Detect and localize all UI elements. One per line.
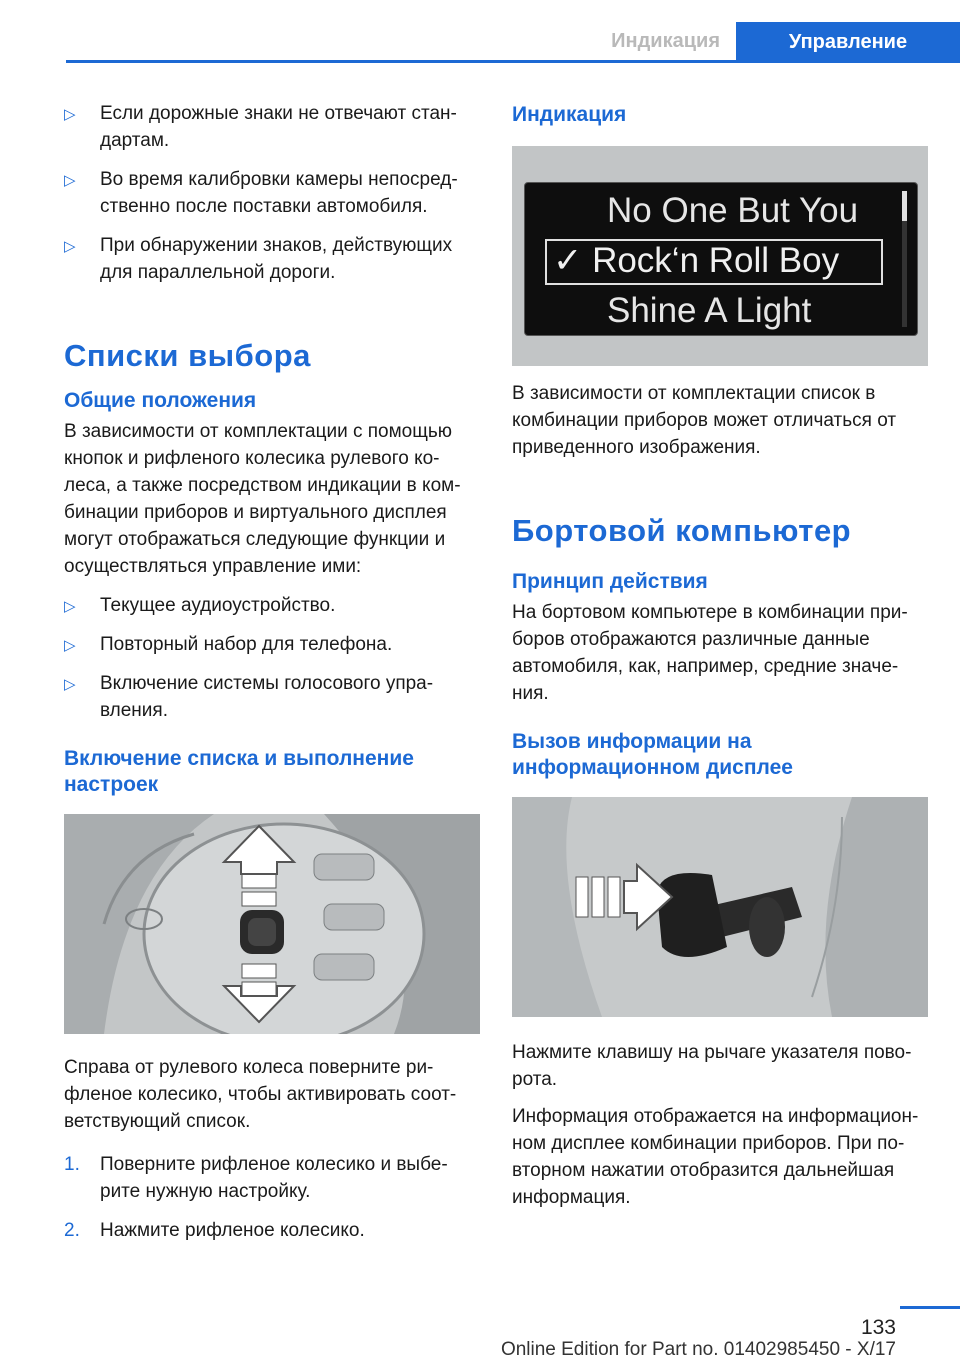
- header-chapter: Управление: [736, 22, 960, 63]
- turn-signal-figure: [512, 797, 928, 1017]
- display-figure: [512, 146, 928, 366]
- paragraph: На бортовом компьютере в комбинации при-боров отображаются различные данные автомобиля, как, например, средние значе-ния.: [512, 602, 908, 704]
- list-item-1: No One But You: [607, 191, 859, 230]
- display-screen: [524, 182, 918, 336]
- triangle-icon: ▷: [64, 676, 76, 693]
- section-title: Списки выбора: [64, 338, 311, 373]
- section-title: Бортовой компьютер: [512, 513, 852, 548]
- check-icon: ✓: [553, 241, 583, 280]
- scrollbar-thumb: [902, 191, 907, 221]
- selected-item: ✓ Rock‘n Roll Boy: [553, 241, 840, 280]
- page-number: 133: [860, 1316, 896, 1339]
- paragraph: Справа от рулевого колеса поверните ри-фленое колесико, чтобы активировать соот-ветствующий список.: [64, 1057, 457, 1132]
- subsection-title: Принцип действия: [512, 570, 708, 593]
- subsection-title: Индикация: [512, 103, 627, 126]
- list-item: ▷ Повторный набор для телефона.: [64, 631, 484, 658]
- steering-wheel-figure: [64, 814, 480, 1034]
- list-item-3: Shine A Light: [607, 291, 812, 330]
- triangle-icon: ▷: [64, 172, 76, 189]
- list-item: ▷ Текущее аудиоустройство.: [64, 592, 484, 619]
- list-item: ▷ Включение системы голосового упра-вления.: [64, 673, 434, 721]
- left-column: [64, 100, 484, 1256]
- triangle-icon: ▷: [64, 106, 76, 123]
- bullet-list: [64, 100, 484, 286]
- list-item: 1. Поверните рифленое колесико и выбе-рите нужную настройку.: [64, 1154, 448, 1202]
- paragraph: Информация отображается на информацион-ном дисплее комбинации приборов. При по-вторном нажатии отобразится дальнейшая информация.: [512, 1106, 919, 1208]
- list-item: ▷ Если дорожные знаки не отвечают стан-дартам.: [64, 103, 457, 151]
- turn-signal-illustration: [512, 797, 928, 1017]
- edition-note: Online Edition for Part no. 01402985450 - X/17: [500, 1339, 896, 1360]
- triangle-icon: ▷: [64, 637, 76, 654]
- list-item: ▷ Во время калибровки камеры непосред-ственно после поставки автомобиля.: [64, 169, 458, 217]
- header-section: Индикация: [611, 30, 720, 52]
- list-item: 2. Нажмите рифленое колесико.: [64, 1220, 365, 1241]
- right-column: [512, 100, 928, 1211]
- subsection-title: Общие положения: [64, 389, 257, 412]
- list-item: ▷ При обнаружении знаков, действующих для параллельной дороги.: [64, 235, 453, 283]
- paragraph: В зависимости от комплектации список в комбинации приборов может отличаться от приведенного изображения.: [512, 383, 897, 458]
- numbered-list: [64, 1151, 484, 1244]
- subsection-title: Включение списка и выполнение настроек: [64, 747, 414, 796]
- triangle-icon: ▷: [64, 598, 76, 615]
- paragraph: Нажмите клавишу на рычаге указателя пово-рота.: [512, 1042, 912, 1090]
- footer-rule: [900, 1306, 960, 1309]
- page-header: [0, 22, 960, 62]
- subsection-title: Вызов информации на информационном дисплее: [512, 730, 793, 779]
- triangle-icon: ▷: [64, 238, 76, 255]
- bullet-list: [64, 592, 484, 724]
- steering-wheel-illustration: [64, 814, 480, 1034]
- paragraph: В зависимости от комплектации с помощью кнопок и рифленого колесика рулевого ко-леса, а также посредством индикации в ком-бинации приборов и виртуального дисплея могут отображаться следующие функции и осуществляться управление ими:: [64, 421, 461, 577]
